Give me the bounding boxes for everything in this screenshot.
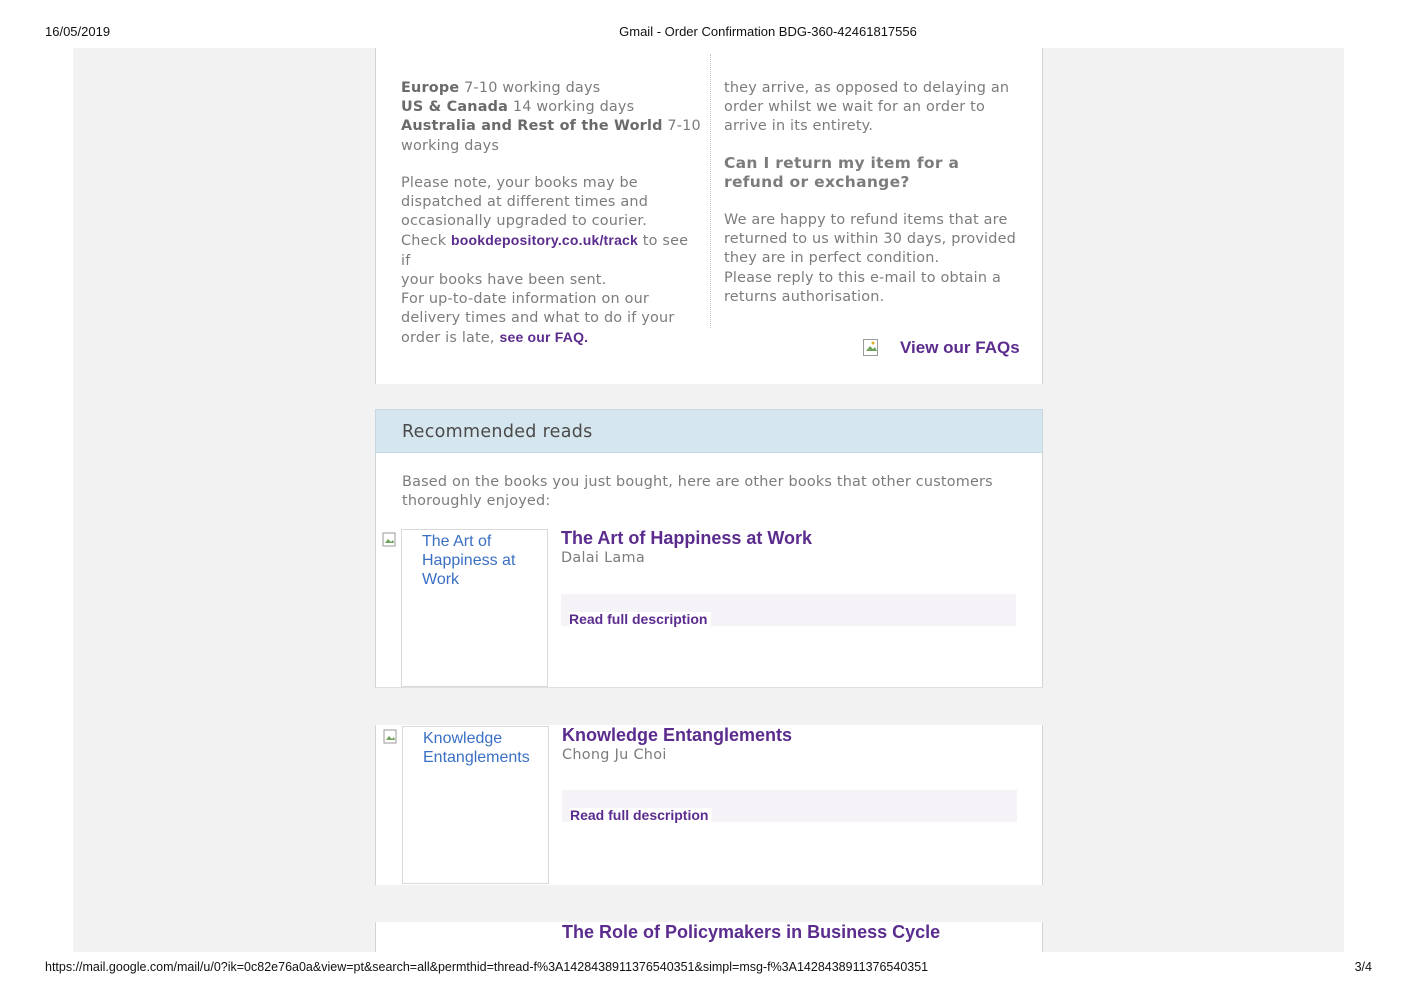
book-card — [375, 922, 1043, 952]
book-author: Chong Ju Choi — [562, 747, 667, 763]
book-title-link[interactable]: The Role of Policymakers in Business Cycle — [562, 922, 941, 942]
returns-partial: they arrive, as opposed to delaying an order whilst we wait for an order to arrive in its entirety. — [724, 80, 1010, 135]
recommended-intro: Based on the books you just bought, here are other books that other customers thoroughly enjoyed: — [402, 474, 993, 510]
description-bar — [561, 594, 1016, 626]
returns-question: Can I return my item for a refund or exchange? — [724, 154, 960, 191]
broken-image-icon — [862, 338, 882, 358]
faq-inline-link[interactable]: see our FAQ. — [499, 329, 589, 346]
print-date: 16/05/2019 — [45, 24, 111, 39]
book-cover[interactable]: Knowledge Entanglements — [402, 726, 549, 884]
book-author: Dalai Lama — [561, 550, 645, 566]
description-bar — [562, 790, 1017, 822]
broken-image-icon — [403, 729, 419, 745]
column-divider — [710, 54, 711, 328]
view-faqs-link[interactable] — [862, 338, 1020, 358]
returns-answer: We are happy to refund items that are returned to us within 30 days, provided they are in perfect condition. Please reply to this e-mail to obtain a returns authorisation. — [724, 212, 1016, 305]
print-title: Gmail - Order Confirmation BDG-360-42461817556 — [619, 24, 917, 39]
book-title-link[interactable]: The Art of Happiness at Work — [561, 528, 813, 548]
read-description-link[interactable]: Read full description — [570, 808, 712, 822]
delivery-times: Europe 7-10 working days US & Canada 14 working days Australia and Rest of the World 7-10 working days Please note, your books may be dispatched at different times and occasionally upgraded to courier. Check bookdepository.co.uk/track to see if your books have been sent. For up-to-date information on our delivery times and what to do if your order is late, see our FAQ. — [401, 80, 701, 347]
book-cover[interactable]: The Art of Happiness at Work — [401, 529, 548, 687]
print-page-number: 3/4 — [1354, 960, 1372, 974]
broken-image-icon — [402, 532, 418, 548]
track-link[interactable]: bookdepository.co.uk/track — [451, 232, 639, 249]
book-card — [375, 453, 1043, 688]
print-url: https://mail.google.com/mail/u/0?ik=0c82e76a0a&view=pt&search=all&permthid=thread-f%3A1428438911376540351&simpl=msg-f%3A1428438911376540351 — [45, 960, 929, 974]
recommended-header — [375, 409, 1043, 453]
book-card — [375, 725, 1043, 885]
book-title-link[interactable]: Knowledge Entanglements — [562, 725, 793, 745]
read-description-link[interactable]: Read full description — [569, 612, 711, 626]
recommended-title: Recommended reads — [402, 422, 593, 442]
view-faqs-label: View our FAQs — [900, 338, 1020, 357]
